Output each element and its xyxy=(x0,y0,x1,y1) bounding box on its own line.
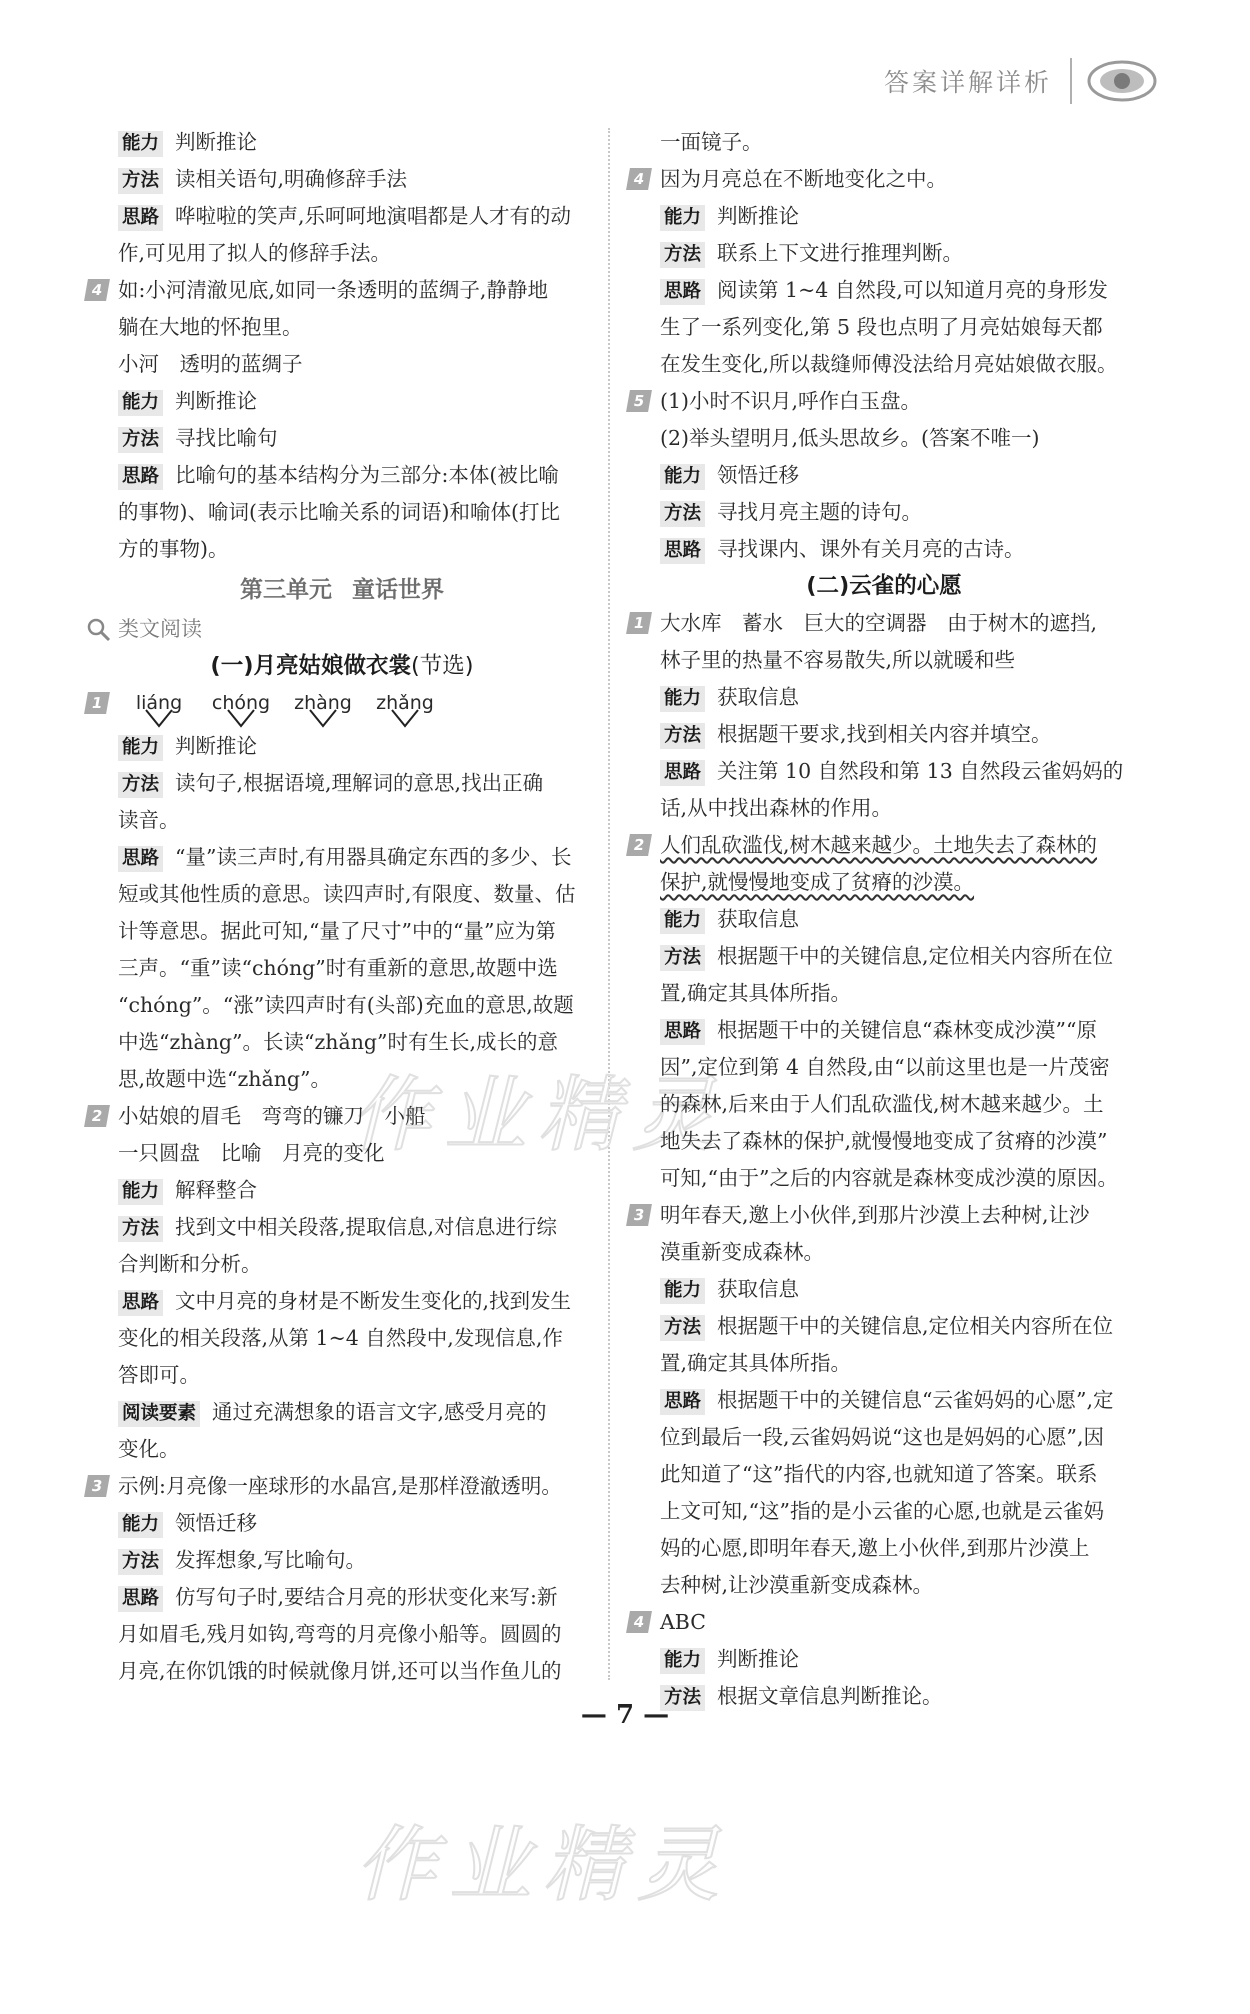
section-title-2: (二)云雀的心愿 xyxy=(806,573,962,599)
page-header xyxy=(884,58,1158,104)
header-divider xyxy=(1070,58,1072,104)
question-2-right: 2 人们乱砍滥伐,树木越来越少。土地失去了森林的 保护,就慢慢地变成了贫瘠的沙漠。 能力 获取信息 方法 根据题干中的关键信息,定位相关内容所在位 置,确定其具体所指。 思路 根据题干中的关键信息“森林变成沙漠”“原 因”,定位到第 4 自然段,由“以前这里也是一片茂密 的森林,后来由于人们乱砍滥伐,树木越来越少。土 地失去了森林的保护,就慢慢地变成了贫瘠的沙漠” 可知,“由于”之后的内容就是森林变成沙漠的原因。 xyxy=(660,827,1140,1197)
method-tag: 方法 xyxy=(118,168,163,194)
magnifier-icon xyxy=(86,617,112,643)
question-4-right: 4 因为月亮总在不断地变化之中。 能力 判断推论 方法 联系上下文进行推理判断。 思路 阅读第 1~4 自然段,可以知道月亮的身形发 生了一系列变化,第 5 段也点明了月亮姑娘每天都 在发生变化,所以裁缝师傅没法给月亮姑娘做衣服。 xyxy=(660,161,1140,383)
question-3-right: 3 明年春天,邀上小伙伴,到那片沙漠上去种树,让沙 漠重新变成森林。 能力 获取信息 方法 根据题干中的关键信息,定位相关内容所在位 置,确定其具体所指。 思路 根据题干中的关键信息“云雀妈妈的心愿”,定 位到最后一段,云雀妈妈说“这也是妈妈的心愿”,因 此知道了“这”指代的内容,也就知道了答案。联系 上文可知,“这”指的是小云雀的心愿,也就是云雀妈 妈的心愿,即明年春天,邀上小伙伴,到那片沙漠上 去种树,让沙漠重新变成森林。 xyxy=(660,1197,1140,1604)
question-5: 5 (1)小时不识月,呼作白玉盘。 (2)举头望明月,低头思故乡。(答案不唯一) 能力 领悟迁移 方法 寻找月亮主题的诗句。 思路 寻找课内、课外有关月亮的古诗。 xyxy=(660,383,1140,568)
reading-key-tag: 阅读要素 xyxy=(118,1401,200,1427)
right-column xyxy=(628,124,1140,1715)
question-4: 4 如:小河清澈见底,如同一条透明的蓝绸子,静静地 躺在大地的怀抱里。 小河 透明的蓝绸子 能力 判断推论 方法 寻找比喻句 思路 比喻句的基本结构分为三部分:本体(被比喻 的事物)、喻词(表示比喻关系的词语)和喻体(打比 方的事物)。 xyxy=(118,272,598,568)
unit-title: 第三单元 童话世界 xyxy=(240,577,444,603)
eye-logo-icon xyxy=(1086,58,1158,104)
pinyin-answers xyxy=(118,685,598,728)
page-number: — 7 — xyxy=(580,1700,670,1730)
continued-answer: 一面镜子。 xyxy=(660,130,763,154)
question-1-right: 1 大水库 蓄水 巨大的空调器 由于树木的遮挡, 林子里的热量不容易散失,所以就暖和些 能力 获取信息 方法 根据题干要求,找到相关内容并填空。 思路 关注第 10 自然段和第 13 自然段云雀妈妈的 话,从中找出森林的作用。 xyxy=(660,605,1140,827)
section-title-1: (一)月亮姑娘做衣裳(节选) xyxy=(210,653,474,679)
ability-tag: 能力 xyxy=(118,131,163,157)
pinyin-item: zhàng xyxy=(282,685,364,728)
watermark-2: 作业精灵 xyxy=(355,1818,731,1913)
pinyin-item: liáng xyxy=(118,685,200,728)
pinyin-item: chóng xyxy=(200,685,282,728)
header-title: 答案详解详析 xyxy=(883,68,1052,97)
pinyin-item: zhǎng xyxy=(364,685,446,728)
question-1: 1 liáng chóng zhàng zhǎng 能力 判断推论 方法 读句子,根据语境,理解词的意思,找出正确 读音。 思路 “量”读三声时,有用器具确定东西的多少、长 短或其他性质的意思。读四声时,有限度、数量、估 计等意思。据此可知,“量了尺寸”中的“量”应为第 三声。“重”读“chóng”时有重新的意思,故题中选 “chóng”。“涨”读四声时有(头部)充血的意思,故题 中选“zhàng”。长读“zhǎng”时有生长,成长的意 思,故题中选“zhǎng”。 xyxy=(118,685,598,1098)
question-4b-right: 4 ABC 能力 判断推论 方法 根据文章信息判断推论。 xyxy=(660,1604,1140,1715)
question-number: 4 xyxy=(84,279,110,301)
watermark-1: 作业精灵 xyxy=(350,1068,726,1163)
left-column xyxy=(86,124,598,1690)
question-3: 3 示例:月亮像一座球形的水晶宫,是那样澄澈透明。 能力 领悟迁移 方法 发挥想象,写比喻句。 思路 仿写句子时,要结合月亮的形状变化来写:新 月如眉毛,残月如钩,弯弯的月亮像小船等。圆圆的 月亮,在你饥饿的时候就像月饼,还可以当作鱼儿的 xyxy=(118,1468,598,1690)
column-divider xyxy=(608,128,610,1680)
question-2: 2 小姑娘的眉毛 弯弯的镰刀 小船 一只圆盘 比喻 月亮的变化 能力 解释整合 方法 找到文中相关段落,提取信息,对信息进行综 合判断和分析。 思路 文中月亮的身材是不断发生变化的,找到发生 变化的相关段落,从第 1~4 自然段中,发现信息,作 答即可。 阅读要素 通过充满想象的语言文字,感受月亮的 变化。 xyxy=(118,1098,598,1468)
reading-heading: 类文阅读 xyxy=(86,611,598,648)
thinking-tag: 思路 xyxy=(118,205,163,231)
answer-block: 能力 判断推论 方法 读相关语句,明确修辞手法 思路 哗啦啦的笑声,乐呵呵地演唱都是人才有的动 作,可见用了拟人的修辞手法。 xyxy=(118,130,572,265)
